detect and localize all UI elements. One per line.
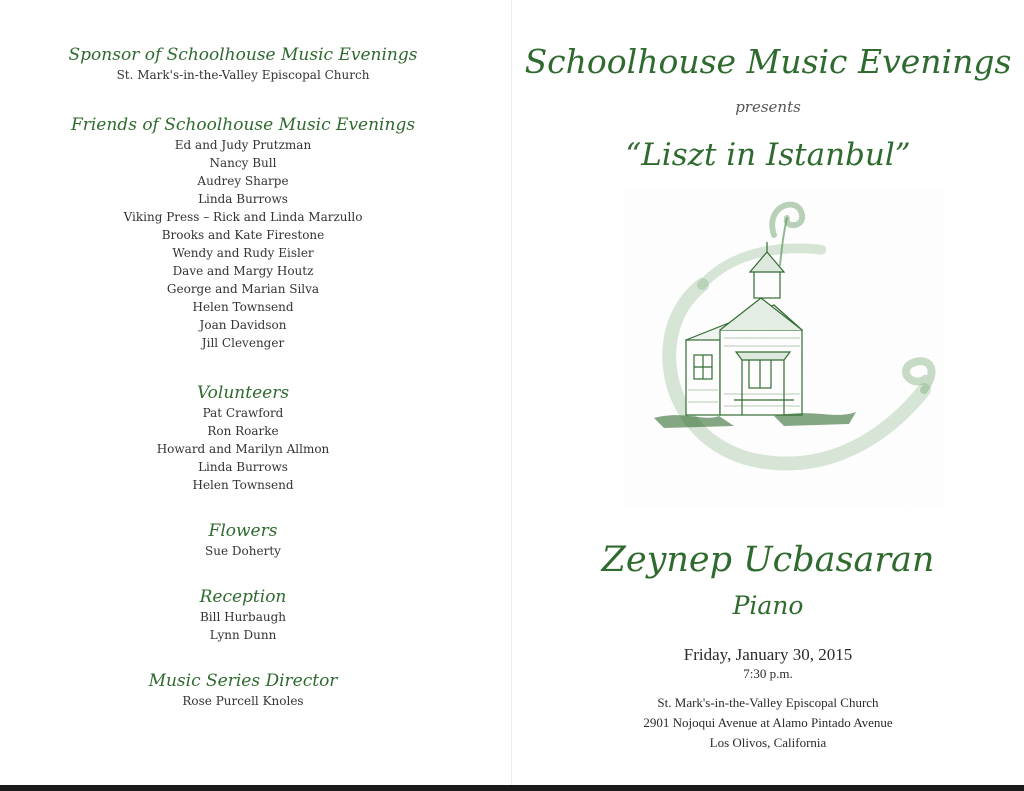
section-heading: Reception — [199, 587, 287, 607]
name-entry: Helen Townsend — [192, 300, 294, 314]
sponsor-section — [0, 44, 486, 84]
section-heading: Volunteers — [196, 383, 290, 403]
name-entry: Howard and Marilyn Allmon — [156, 442, 330, 456]
name-entry: Pat Crawford — [202, 406, 284, 420]
name-entry: Dave and Margy Houtz — [172, 264, 314, 278]
name-entry: George and Marian Silva — [166, 282, 320, 296]
event-time: 7:30 p.m. — [743, 666, 793, 681]
event-date: Friday, January 30, 2015 — [683, 645, 853, 664]
instrument: Piano — [732, 591, 804, 620]
section-heading: Friends of Schoolhouse Music Evenings — [70, 115, 416, 135]
name-entry: Joan Davidson — [199, 318, 287, 332]
name-entry: Linda Burrows — [198, 192, 288, 206]
name-entry: Lynn Dunn — [209, 628, 277, 642]
program-title: “Liszt in Istanbul” — [625, 137, 911, 173]
presents-text: presents — [735, 98, 801, 116]
name-entry: Jill Clevenger — [201, 336, 285, 350]
name-entry: Linda Burrows — [198, 460, 288, 474]
venue-name: St. Mark's-in-the-Valley Episcopal Church — [657, 695, 879, 710]
series-title: Schoolhouse Music Evenings — [524, 42, 1012, 81]
name-entry: St. Mark's-in-the-Valley Episcopal Church — [116, 68, 370, 82]
performer-name: Zeynep Ucbasaran — [601, 540, 935, 580]
volunteers-section — [0, 382, 486, 494]
schoolhouse-illustration-icon — [624, 190, 944, 510]
name-entry: Nancy Bull — [209, 156, 277, 170]
name-entry: Audrey Sharpe — [197, 174, 289, 188]
section-heading: Sponsor of Schoolhouse Music Evenings — [68, 45, 418, 65]
venue-address: 2901 Nojoqui Avenue at Alamo Pintado Avenue — [643, 715, 893, 730]
name-entry: Bill Hurbaugh — [199, 610, 287, 624]
scan-edge — [0, 785, 1024, 791]
name-entry: Viking Press – Rick and Linda Marzullo — [123, 210, 363, 224]
friends-section — [0, 114, 486, 352]
name-entry: Rose Purcell Knoles — [182, 694, 304, 708]
name-entry: Ed and Judy Prutzman — [174, 138, 312, 152]
name-entry: Sue Doherty — [205, 544, 281, 558]
name-entry: Ron Roarke — [207, 424, 279, 438]
left-panel — [0, 0, 512, 785]
section-heading: Flowers — [208, 521, 278, 541]
name-entry: Helen Townsend — [192, 478, 294, 492]
name-entry: Wendy and Rudy Eisler — [172, 246, 314, 260]
venue-city: Los Olivos, California — [709, 735, 827, 750]
flowers-section — [0, 520, 486, 560]
director-section — [0, 670, 486, 710]
reception-section — [0, 586, 486, 644]
name-entry: Brooks and Kate Firestone — [161, 228, 325, 242]
section-heading: Music Series Director — [148, 671, 338, 691]
right-panel — [512, 0, 1024, 785]
